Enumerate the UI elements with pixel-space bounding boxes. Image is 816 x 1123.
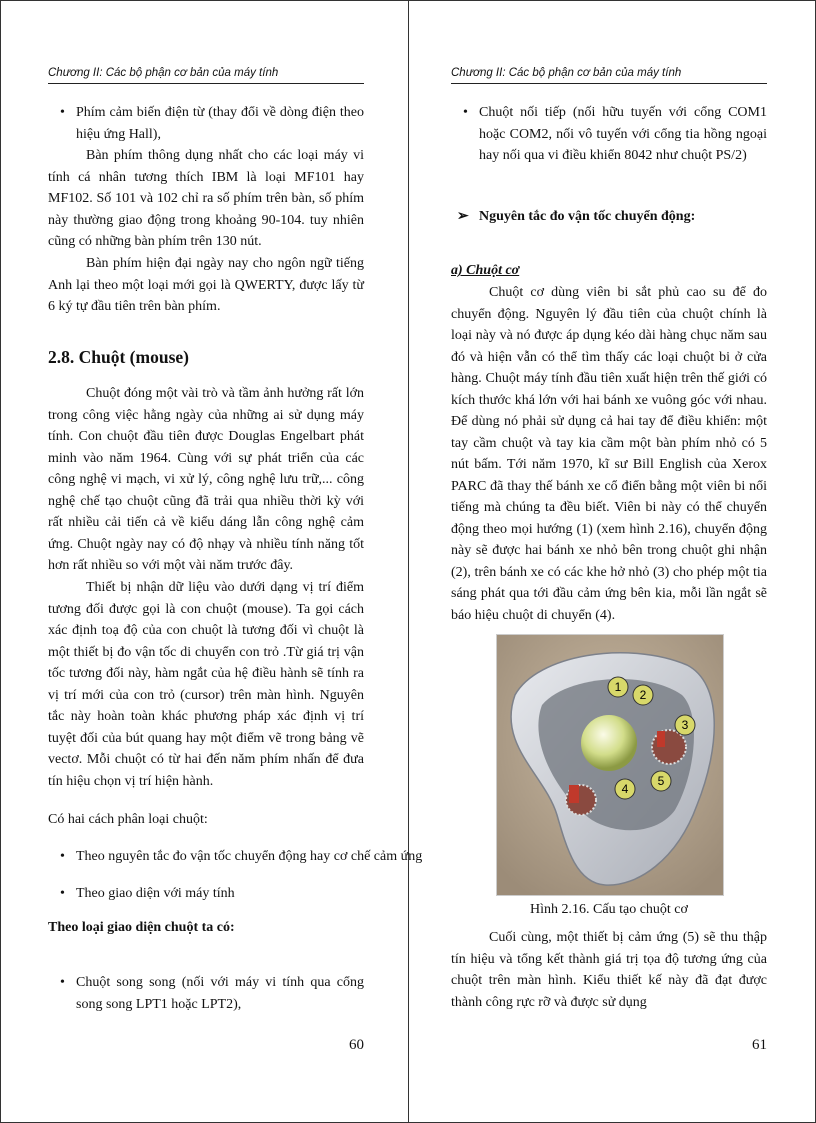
section-title: 2.8. Chuột (mouse) [48, 347, 189, 367]
figure-callout-3 [675, 715, 695, 735]
paragraph-keyboard-types: Bàn phím thông dụng nhất cho các loại máy vi tính cá nhân tương thích IBM là loại MF101 hay MF102. Số 101 và 102 chỉ ra số phím trên bàn, số phím này thường giao động trong khoảng 90-104. tuy nhiên cũng có những bàn phím trên 130 nút. [48, 148, 364, 249]
arrow-bullet-icon: ➢ [457, 209, 469, 224]
callout-label: 2 [639, 688, 647, 702]
mechanical-mouse-figure [496, 634, 724, 896]
bullet-text: Chuột song song (nối với máy vi tính qua cổng song song LPT1 hoặc LPT2), [76, 975, 364, 1012]
header-rule [48, 83, 364, 84]
bullet-hall [48, 102, 364, 145]
interface-heading: Theo loại giao diện chuột ta có: [48, 920, 235, 935]
callout-label: 1 [614, 680, 622, 694]
bullet-text: Phím cảm biến điện từ (thay đổi về dòng điện theo hiệu ứng Hall), [76, 105, 364, 142]
principle-heading-row [451, 206, 767, 228]
bullet-dot-icon: • [60, 975, 65, 990]
bullet-class-1 [48, 846, 423, 868]
paragraph-mouse-history: Chuột đóng một vài trò và tầm ảnh hưởng rất lớn trong công việc hằng ngày của những ai sử dụng máy tính. Con chuột đầu tiên được Douglas Engelbart phát minh vào năm 1964. Cùng với sự phát triển của các công nghệ vi mạch, vi xử lý, công nghệ lưu trữ,... công nghệ chế tạo chuột cũng đã trải qua nhiều thời kỳ với rất nhiều cải tiến cả về kiểu dáng lẫn công nghệ cảm ứng. Chuột ngày nay có độ nhạy và nhiều tính năng tốt hơn rất nhiều so với một vài năm trước đây. [48, 386, 364, 573]
page-number: 61 [752, 1037, 767, 1053]
paragraph-classify: Có hai cách phân loại chuột: [48, 812, 208, 827]
bullet-text: Chuột nối tiếp (nối hữu tuyến với cổng COM1 hoặc COM2, nối vô tuyến với cổng tia hồng ngoại hay nối qua vi điều khiển 8042 như chuột PS/2) [479, 105, 767, 163]
bullet-text: Theo nguyên tắc đo vận tốc chuyển động hay cơ chế cảm ứng [76, 849, 423, 864]
paragraph-mechanical-mouse: Chuột cơ dùng viên bi sắt phủ cao su để đo chuyển động. Nguyên lý đầu tiên của chuột chính là loại này và nó được áp dụng kéo dài hàng chục năm sau đó và hiện vẫn có thể tìm thấy các loại chuột bi ở cửa hàng. Chuột máy tính đầu tiên xuất hiện trên thế giới có kích thước khá lớn với hai bánh xe vuông góc với nhau. Để dùng nó phải sử dụng cả hai tay để điều khiển: một tay cầm chuột và tay kia cầm một bàn phím nhỏ có 5 nút bấm. Tới năm 1970, kĩ sư Bill English của Xerox PARC đã thay thế bánh xe cổ điển bằng một viên bi nổi tiếng mà chúng ta đều biết. Viên bi này có thể chuyển động theo mọi hướng (1) (xem hình 2.16), chuyển động này sẽ được hai bánh xe nhỏ bên trong chuột ghi nhận (2), trên bánh xe có các khe hở nhỏ (3) cho phép một tia sáng phát qua tới đầu cảm ứng bên kia, mỗi lần ngắt sẽ báo hiệu chuột di chuyển (4). [451, 285, 767, 623]
callout-label: 5 [657, 774, 665, 788]
bullet-dot-icon: • [60, 105, 65, 120]
bullet-serial [451, 102, 767, 167]
left-page [48, 0, 423, 1123]
mouse-illustration [497, 635, 723, 895]
running-header: Chương II: Các bộ phận cơ bản của máy tính [451, 67, 682, 79]
paragraph-qwerty: Bàn phím hiện đại ngày nay cho ngôn ngữ tiếng Anh lại theo một loại mới gọi là QWERTY, được lấy từ 6 ký tự đầu tiên trên bàn phím. [48, 256, 364, 314]
paragraph-mouse-definition: Thiết bị nhận dữ liệu vào dưới dạng vị trí điểm tương đối được gọi là con chuột (mouse). Ta gọi cách xác định toạ độ của con chuột là tương đối vì chuột là một thiết bị đo vận tốc di chuyển con trỏ .Từ giá trị vận tốc tương đối này, hàm ngắt của hệ điều hành sẽ tính ra vị trí mới của con trỏ (cursor) trên màn hình. Nguyên tắc này hoàn toàn khác phương pháp xác định vị trí tuyệt đối của bút quang hay một điểm vẽ trong bảng vẽ vectơ. Mỗi chuột có từ hai đến năm phím nhấn để đưa tín hiệu chọn vị trí hiện hành. [48, 580, 364, 789]
bullet-parallel [48, 972, 364, 1015]
bullet-class-2 [48, 883, 364, 905]
figure-callout-4 [615, 779, 635, 799]
bullet-text: Theo giao diện với máy tính [76, 886, 235, 901]
bullet-dot-icon: • [463, 105, 468, 120]
bullet-dot-icon: • [60, 886, 65, 901]
paragraph-conclusion: Cuối cùng, một thiết bị cảm ứng (5) sẽ thu thập tín hiệu và tổng kết thành giá trị tọa độ tương ứng của chuột trên màn hình. Kiểu thiết kế này đã đạt được thành công rực rỡ và được sử dụng [451, 930, 767, 1010]
bullet-dot-icon: • [60, 849, 65, 864]
figure-callout-5 [651, 771, 671, 791]
figure-callout-2 [633, 685, 653, 705]
sub-heading-mechanical: a) Chuột cơ [451, 263, 520, 278]
callout-label: 4 [621, 782, 629, 796]
header-rule [451, 83, 767, 84]
right-page [451, 0, 767, 1123]
callout-label: 3 [681, 718, 689, 732]
page-number: 60 [349, 1037, 364, 1053]
running-header: Chương II: Các bộ phận cơ bản của máy tính [48, 67, 279, 79]
page-spine-divider [408, 0, 409, 1123]
figure-caption: Hình 2.16. Cấu tạo chuột cơ [530, 902, 688, 917]
principle-heading: Nguyên tắc đo vận tốc chuyển động: [479, 209, 696, 224]
figure-callout-1 [608, 677, 628, 697]
